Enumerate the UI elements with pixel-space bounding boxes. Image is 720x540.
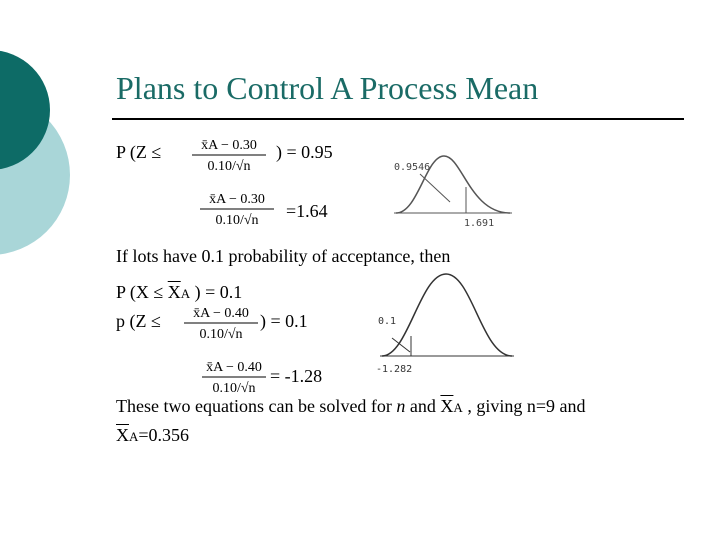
eq2-rhs: =1.64 — [286, 201, 328, 221]
conclusion-line2-xbar: $\overline{X}$ — [116, 425, 129, 445]
eq3-xbar: $\overline{X}$ — [167, 282, 181, 302]
conclusion-sub: A — [453, 400, 463, 415]
eq1-denominator: 0.10/√n — [207, 159, 251, 174]
fig1-label-bottom: 1.691 — [464, 218, 495, 229]
eq1-numerator: x̄A − 0.30 — [201, 138, 257, 153]
eq3-sub: A — [180, 286, 191, 301]
decorative-circles — [0, 0, 80, 300]
conclusion-line-1 — [116, 396, 585, 417]
eq4-rhs: ) = 0.1 — [260, 311, 308, 331]
acceptance-statement: If lots have 0.1 probability of acceptance, then — [116, 246, 451, 266]
eq4-numerator: x̄A − 0.40 — [193, 306, 249, 321]
conclusion-line-2 — [116, 425, 189, 446]
eq5-denominator: 0.10/√n — [212, 381, 256, 396]
conclusion-line2-sub: A — [129, 429, 139, 444]
eq3-pre: P (X ≤ — [116, 282, 164, 302]
eq5-fraction — [198, 356, 270, 398]
eq4-lhs: p (Z ≤ — [116, 311, 161, 331]
slide-title: Plans to Control A Process Mean — [116, 70, 539, 106]
eq4-denominator: 0.10/√n — [199, 327, 243, 342]
title-underline — [112, 118, 684, 120]
eq1-fraction — [188, 134, 270, 176]
eq3-post: ) = 0.1 — [194, 282, 243, 302]
eq5-rhs: = -1.28 — [270, 366, 323, 386]
normal-curve-figure-1 — [388, 150, 518, 230]
conclusion-xbar: $\overline{X}$ — [440, 396, 454, 416]
pointer-line-1 — [420, 174, 450, 202]
eq1-rhs: ) = 0.95 — [276, 142, 333, 162]
conclusion-tail: , giving n=9 and — [467, 396, 586, 416]
conclusion-line2-val: =0.356 — [138, 425, 190, 445]
eq5-numerator: x̄A − 0.40 — [206, 360, 262, 375]
conclusion-and: and — [409, 396, 436, 416]
conclusion-text: These two equations can be solved for — [116, 396, 392, 416]
eq1-lhs: P (Z ≤ — [116, 142, 162, 162]
eq2-denominator: 0.10/√n — [215, 213, 259, 228]
eq2-fraction — [196, 188, 278, 230]
conclusion-n: n — [396, 396, 406, 416]
eq3 — [116, 282, 242, 303]
fig2-label-area: 0.1 — [378, 316, 397, 327]
normal-curve-figure-2 — [370, 268, 520, 380]
eq4-fraction — [180, 302, 262, 344]
fig1-label-top: 0.9546 — [394, 162, 431, 173]
curve-2 — [382, 274, 512, 356]
eq2-numerator: x̄A − 0.30 — [209, 192, 265, 207]
fig2-label-bottom: -1.282 — [376, 364, 413, 375]
